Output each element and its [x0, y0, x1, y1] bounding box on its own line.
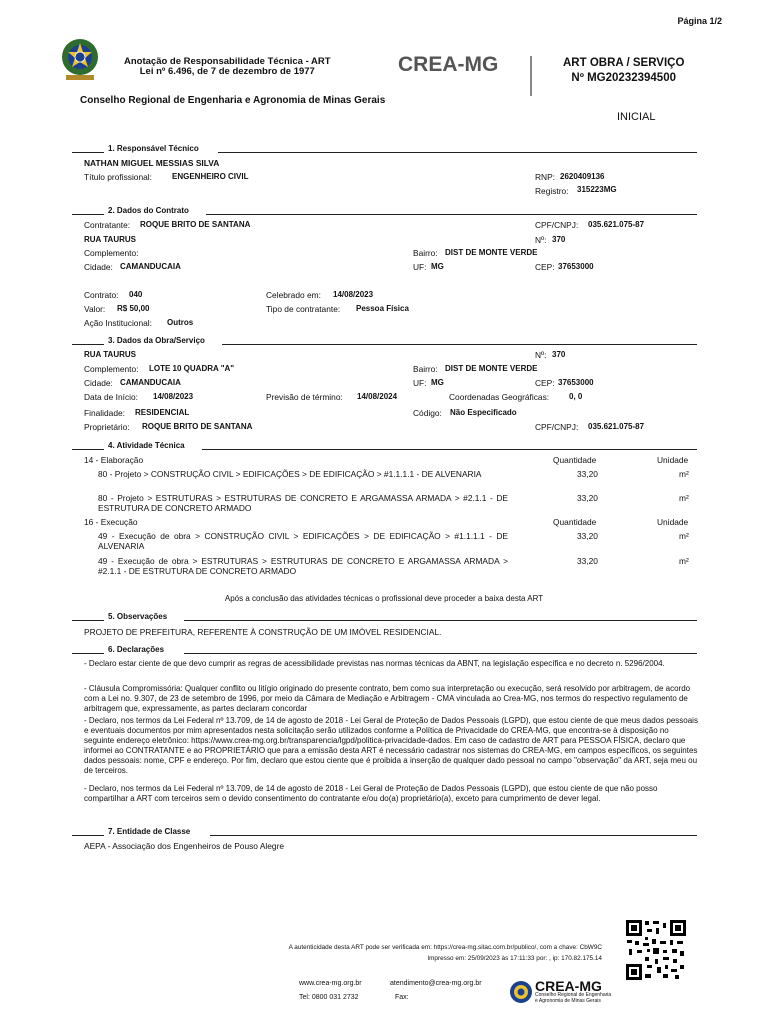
footer-fax: Fax: [395, 994, 409, 1001]
activity-group-name: 14 - Elaboração [84, 455, 144, 465]
crea-logo-emblem [509, 980, 533, 1004]
registro-value: 315223MG [577, 185, 617, 194]
number-label: Nº: [535, 235, 547, 245]
work-cidade-value: CAMANDUCAIA [120, 378, 181, 387]
uf-value: MG [431, 262, 444, 271]
contratante-label: Contratante: [84, 220, 131, 230]
acao-value: Outros [167, 318, 194, 327]
proprietario-value: ROQUE BRITO DE SANTANA [142, 422, 253, 431]
section-7-header: 7. Entidade de Classe [72, 827, 697, 837]
work-cidade-label: Cidade: [84, 378, 113, 388]
header-divider [530, 56, 532, 96]
responsible-name: NATHAN MIGUEL MESSIAS SILVA [84, 158, 220, 168]
cep-label: CEP: [535, 262, 555, 272]
work-cpf-label: CPF/CNPJ: [535, 422, 579, 432]
header-title: Anotação de Responsabilidade Técnica - ART Lei nº 6.496, de 7 de dezembro de 1977 [124, 56, 331, 77]
bairro-label: Bairro: [413, 248, 438, 258]
activity-item-description: 49 - Execução de obra > ESTRUTURAS > ESTRUTURAS DE CONCRETO E ARGAMASSA ARMADA > #2.1.1 - DE ESTRUTURA DE CONCRETO ARMADO [98, 556, 508, 576]
coord-value: 0, 0 [569, 392, 583, 401]
art-status: INICIAL [617, 111, 656, 123]
inicio-label: Data de Início: [84, 392, 139, 402]
cidade-label: Cidade: [84, 262, 113, 272]
declaration-lgpd-sharing: - Declaro, nos termos da Lei Federal nº 13.709, de 14 de agosto de 2018 - Lei Geral de Proteção de Dados Pessoais (LGPD), que estou ciente de que não posso compartilhar a ART com terceiros sem o devido consentimento do contratante e/ou do(a) proprietário(a), exceto para cumprimento de dever legal. [84, 784, 658, 803]
complemento-label: Complemento: [84, 248, 139, 258]
titulo-value: ENGENHEIRO CIVIL [172, 172, 249, 181]
valor-label: Valor: [84, 304, 106, 314]
contratante-value: ROQUE BRITO DE SANTANA [140, 220, 251, 229]
work-bairro-label: Bairro: [413, 364, 438, 374]
section-2-header: 2. Dados do Contrato [72, 206, 697, 216]
activity-item-unit: m² [679, 493, 689, 503]
quantity-header: Quantidade [553, 517, 597, 527]
unit-header: Unidade [657, 455, 689, 465]
finalidade-value: RESIDENCIAL [135, 408, 190, 417]
registro-label: Registro: [535, 186, 569, 196]
footer-website[interactable]: www.crea-mg.org.br [299, 980, 362, 987]
valor-value: R$ 50,00 [117, 304, 150, 313]
activity-item-unit: m² [679, 556, 689, 566]
activity-item-description: 49 - Execução de obra > CONSTRUÇÃO CIVIL > EDIFICAÇÕES > DE EDIFICAÇÃO > #1.1.1.1 - DE ALVENARIA [98, 531, 508, 551]
contrato-label: Contrato: [84, 290, 119, 300]
activity-group-name: 16 - Execução [84, 517, 138, 527]
declaration-accessibility: - Declaro estar ciente de que devo cumprir as regras de acessibilidade previstas nas normas técnicas da ABNT, na legislação específica e no decreto n. 5296/2004. [84, 659, 665, 668]
declaration-arbitration: - Cláusula Compromissória: Qualquer conflito ou litígio originado do presente contrato, bem como sua interpretação ou execução, será resolvido por arbitragem, de acordo com a Lei no. 9.307, de 23 de setembro de 1996, por meio da Câmara de Mediação e Arbitragem - CMA vinculada ao Crea-MG, nos termos do respectivo regulamento de arbitragem que, expressamente, as partes declaram concordar [84, 684, 691, 713]
activity-item-qty: 33,20 [577, 469, 598, 479]
work-uf-value: MG [431, 378, 444, 387]
cidade-value: CAMANDUCAIA [120, 262, 181, 271]
work-complemento-label: Complemento: [84, 364, 139, 374]
activity-item-unit: m² [679, 469, 689, 479]
footer-logo-subtitle: Conselho Regional de Engenharia e Agronomia de Minas Gerais [535, 992, 612, 1004]
work-complemento-value: LOTE 10 QUADRA "A" [149, 364, 235, 373]
celebrado-value: 14/08/2023 [333, 290, 374, 299]
activity-note: Após a conclusão das atividades técnicas o profissional deve proceder a baixa desta ART [224, 594, 544, 603]
quantity-header: Quantidade [553, 455, 597, 465]
work-bairro-value: DIST DE MONTE VERDE [445, 364, 538, 373]
contract-street: RUA TAURUS [84, 235, 136, 244]
footer-logo-text: CREA-MG [535, 978, 602, 994]
section-6-header: 6. Declarações [72, 645, 697, 655]
bairro-value: DIST DE MONTE VERDE [445, 248, 538, 257]
activity-item-description: 80 - Projeto > ESTRUTURAS > ESTRUTURAS DE CONCRETO E ARGAMASSA ARMADA > #2.1.1 - DE ESTRUTURA DE CONCRETO ARMADO [98, 493, 508, 513]
titulo-label: Título profissional: [84, 172, 152, 182]
cpf-value: 035.621.075-87 [588, 220, 645, 229]
unit-header: Unidade [657, 517, 689, 527]
art-type-block: ART OBRA / SERVIÇO Nº MG20232394500 [563, 57, 685, 84]
proprietario-label: Proprietário: [84, 422, 130, 432]
section-1-header: 1. Responsável Técnico [72, 144, 697, 154]
observations-text: PROJETO DE PREFEITURA, REFERENTE À CONSTRUÇÃO DE UM IMÓVEL RESIDENCIAL. [84, 627, 442, 637]
footer-email[interactable]: atendimento@crea-mg.org.br [390, 980, 482, 987]
number-value: 370 [552, 235, 566, 244]
work-cep-value: 37653000 [558, 378, 594, 387]
activity-item-qty: 33,20 [577, 493, 598, 503]
previsao-label: Previsão de término: [266, 392, 343, 402]
section-5-header: 5. Observações [72, 612, 697, 622]
celebrado-label: Celebrado em: [266, 290, 321, 300]
inicio-value: 14/08/2023 [153, 392, 194, 401]
activity-item-qty: 33,20 [577, 556, 598, 566]
work-cpf-value: 035.621.075-87 [588, 422, 645, 431]
brand-title: CREA-MG [398, 53, 499, 76]
work-uf-label: UF: [413, 378, 427, 388]
contrato-value: 040 [129, 290, 143, 299]
work-number-value: 370 [552, 350, 566, 359]
activity-item-qty: 33,20 [577, 531, 598, 541]
acao-label: Ação Institucional: [84, 318, 152, 328]
finalidade-label: Finalidade: [84, 408, 125, 418]
class-entity-text: AEPA - Associação dos Engenheiros de Pouso Alegre [84, 841, 285, 851]
printed-text: Impresso em: 25/09/2023 às 17:11:33 por: , ip: 170.82.175.14 [427, 955, 602, 962]
work-street: RUA TAURUS [84, 350, 136, 359]
rnp-value: 2620409136 [560, 172, 605, 181]
work-cep-label: CEP: [535, 378, 555, 388]
codigo-value: Não Especificado [450, 408, 517, 417]
codigo-label: Código: [413, 408, 442, 418]
previsao-value: 14/08/2024 [357, 392, 398, 401]
activity-item-unit: m² [679, 531, 689, 541]
cpf-label: CPF/CNPJ: [535, 220, 579, 230]
tipo-value: Pessoa Física [356, 304, 409, 313]
page-number: Página 1/2 [677, 16, 722, 26]
section-3-header: 3. Dados da Obra/Serviço [72, 336, 697, 346]
coat-of-arms-emblem [58, 35, 102, 85]
qr-code [625, 919, 687, 981]
tipo-label: Tipo de contratante: [266, 304, 341, 314]
footer-phone: Tel: 0800 031 2732 [299, 994, 359, 1001]
work-number-label: Nº: [535, 350, 547, 360]
cep-value: 37653000 [558, 262, 594, 271]
coord-label: Coordenadas Geográficas: [449, 392, 550, 402]
section-4-header: 4. Atividade Técnica [72, 441, 697, 451]
uf-label: UF: [413, 262, 427, 272]
rnp-label: RNP: [535, 172, 556, 182]
activity-item-description: 80 - Projeto > CONSTRUÇÃO CIVIL > EDIFICAÇÕES > DE EDIFICAÇÃO > #1.1.1.1 - DE ALVENARIA [98, 469, 482, 479]
declaration-lgpd: - Declaro, nos termos da Lei Federal nº 13.709, de 14 de agosto de 2018 - Lei Geral de Proteção de Dados Pessoais (LGPD), que estou ciente de que meus dados pessoais e eventuais documentos por mim apresentados nesta solicitação serão utilizados conforme a Política de Privacidade do CREA-MG, que encontra-se à disposição no seguinte endereço eletrônico: https://www.crea-mg.org.br/transparencia/lgpd/politica-privacidade-dados. Em caso de cadastro de ART para PESSOA FÍSICA, declaro que informei ao CONTRATANTE e ao PROPRIETÁRIO que para a emissão desta ART é necessário cadastrar nos sistemas do CREA-MG, em campos específicos, os seguintes dados pessoais: nome, CPF e endereço. Por fim, declaro que estou ciente que é proibida a inserção de qualquer dado pessoal no campo "observação" da ART, seja meu ou de terceiros. [84, 716, 698, 775]
verification-text: A autenticidade desta ART pode ser verificada em: https://crea-mg.sitac.com.br/publico/, com a chave: CbW9C [288, 944, 602, 951]
council-name: Conselho Regional de Engenharia e Agronomia de Minas Gerais [80, 95, 386, 106]
